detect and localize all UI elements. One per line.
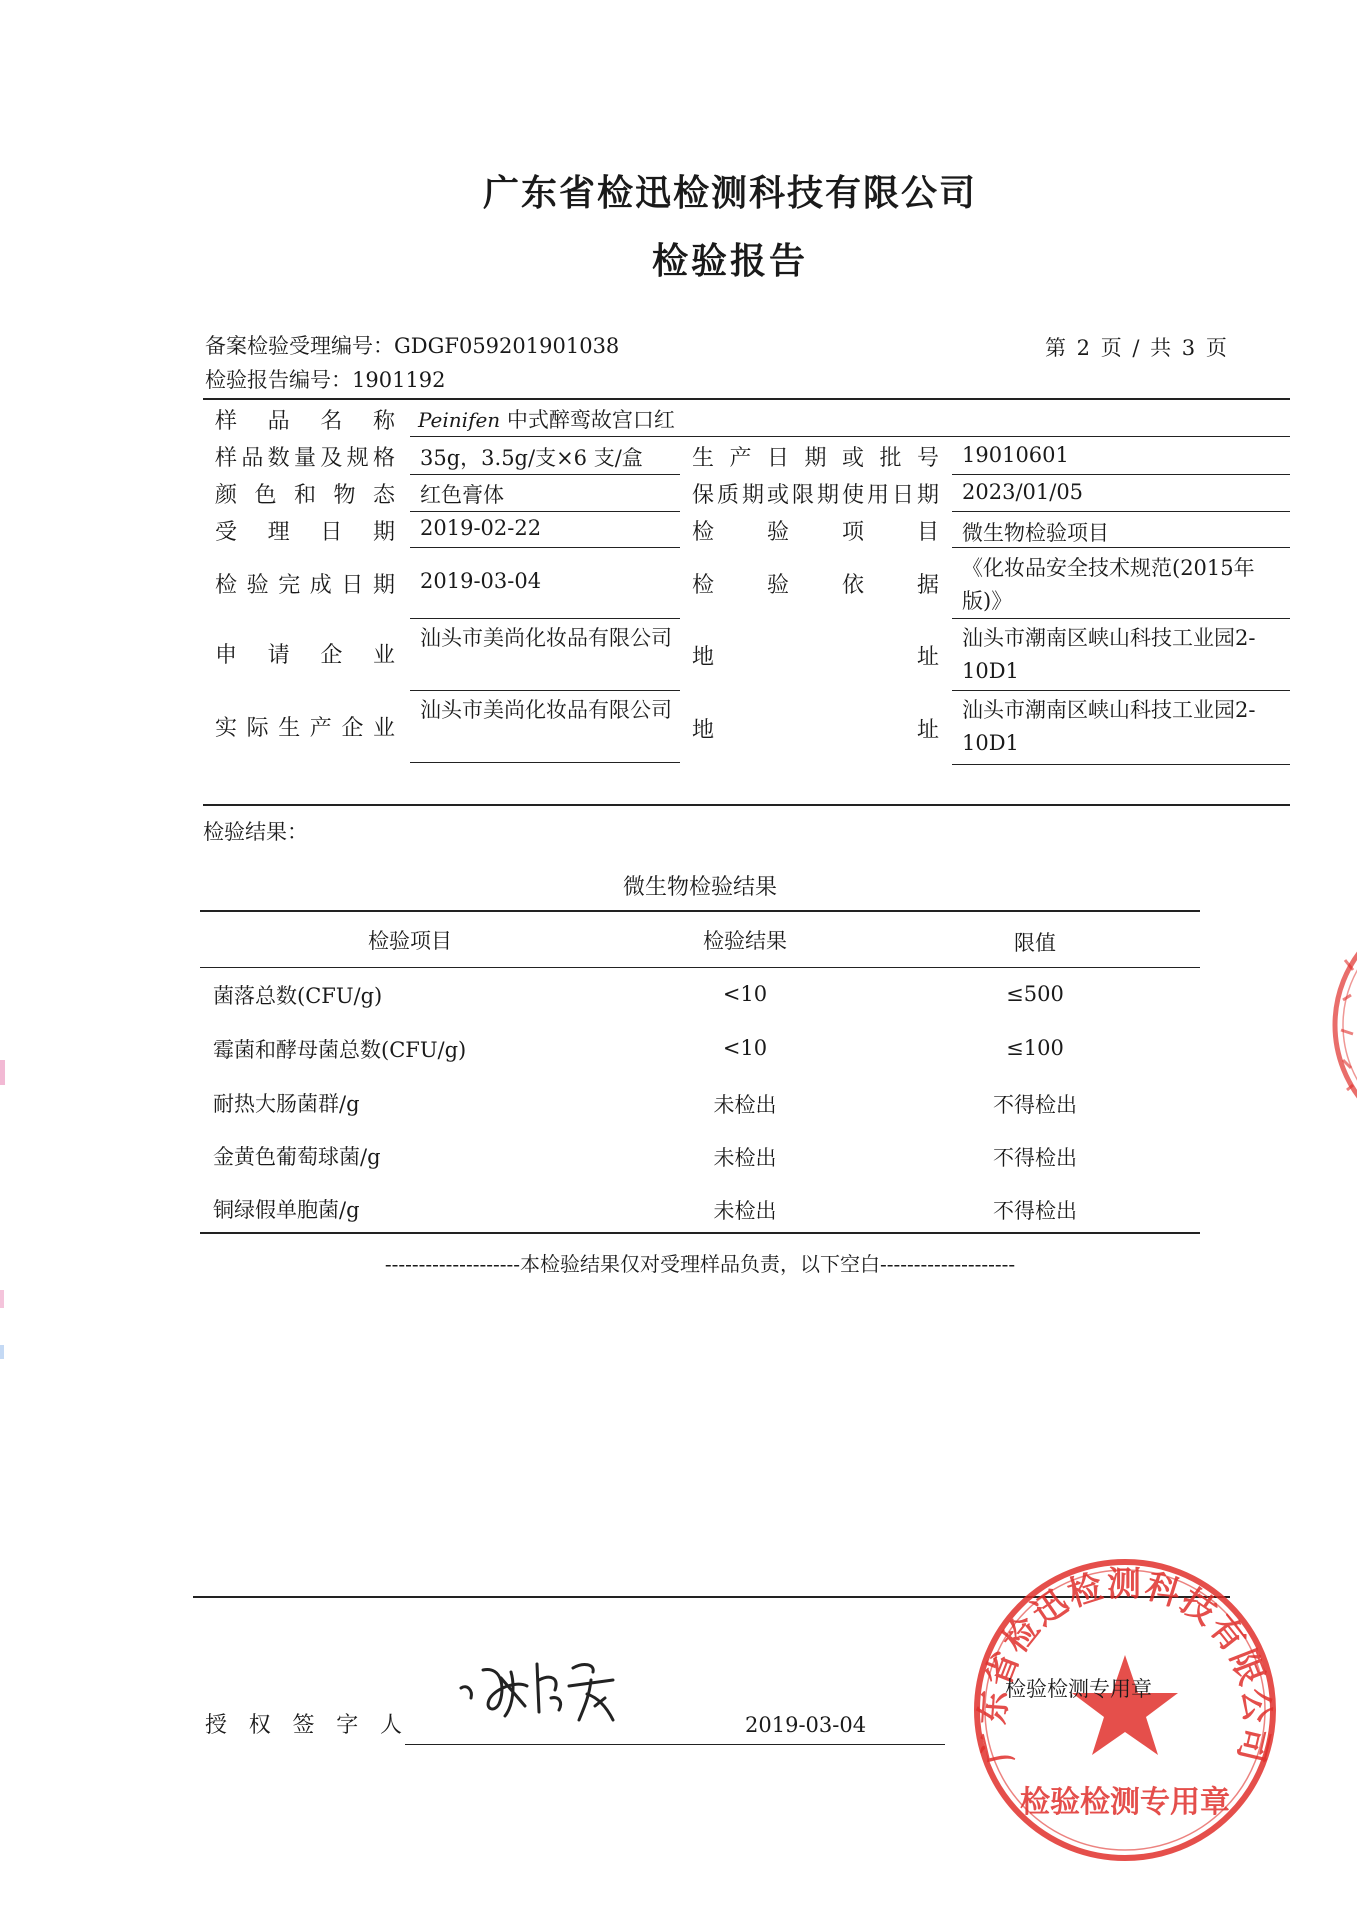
applicant-address-label: 地址 [692, 645, 939, 670]
document-title: 检验报告 [651, 241, 808, 282]
result-item-name: 铜绿假单胞菌/g [213, 1198, 360, 1222]
results-section-label: 检验结果： [203, 820, 308, 844]
scan-edge-mark [0, 1060, 5, 1085]
handwritten-signature [455, 1650, 620, 1730]
prod-date-label: 生产日期或批号 [692, 446, 939, 471]
sample-name-value [418, 404, 675, 434]
result-item-name: 菌落总数(CFU/g) [213, 984, 383, 1008]
report-number: 1901192 [352, 368, 446, 392]
official-seal [965, 1550, 1285, 1870]
result-value: <10 [722, 982, 768, 1006]
results-header-result: 检验结果 [703, 929, 787, 953]
applicant-address-value: 汕头市潮南区峡山科技工业园2-10D1 [962, 626, 1256, 683]
sample-name-label: 样品名称 [215, 409, 395, 434]
results-table-top-rule [200, 910, 1200, 912]
receive-date-value: 2019-02-22 [420, 516, 542, 540]
basis-value: 《化妆品安全技术规范(2015年版)》 [962, 556, 1255, 613]
test-item-value: 微生物检验项目 [962, 521, 1109, 545]
color-state-value: 红色膏体 [420, 483, 504, 507]
signature-line [405, 1744, 945, 1745]
info-table-top-rule [203, 398, 1290, 400]
color-state-label: 颜色和物态 [215, 483, 395, 508]
manufacturer-rule [410, 762, 680, 763]
seal-bottom-text: 检验检测专用章 [1020, 1785, 1230, 1820]
scan-edge-mark [0, 1345, 4, 1359]
finish-date-rule [410, 618, 680, 619]
result-limit: 不得检出 [993, 1146, 1077, 1170]
result-limit: 不得检出 [993, 1093, 1077, 1117]
receive-date-rule [410, 547, 680, 548]
filing-number: GDGF059201901038 [394, 334, 620, 358]
receive-date-label: 受理日期 [215, 520, 395, 545]
sample-name: 中式醉鸾故宫口红 [506, 408, 675, 432]
qty-spec-label: 样品数量及规格 [215, 446, 395, 471]
seal-star-icon [1072, 1655, 1178, 1755]
applicant-rule [410, 690, 680, 691]
manufacturer-address-value: 汕头市潮南区峡山科技工业园2-10D1 [962, 698, 1256, 755]
info-table-bottom-rule [203, 804, 1290, 806]
results-header-item: 检验项目 [368, 929, 452, 953]
sample-brand: Peinifen [418, 408, 501, 432]
prod-date-rule [952, 474, 1290, 475]
manufacturer-label: 实际生产企业 [215, 716, 395, 741]
applicant-address-rule [952, 690, 1290, 691]
company-title: 广东省检迅检测科技有限公司 [482, 173, 977, 214]
scan-edge-mark [0, 1290, 4, 1308]
result-limit: 不得检出 [993, 1199, 1077, 1223]
results-header-rule [200, 967, 1200, 968]
result-limit: ≤500 [1006, 982, 1064, 1006]
applicant-label: 申请企业 [215, 643, 395, 668]
manufacturer-address-rule [952, 764, 1290, 765]
finish-date-value: 2019-03-04 [420, 569, 542, 593]
filing-number-label: 备案检验受理编号： [205, 334, 394, 358]
finish-date-label: 检验完成日期 [215, 573, 395, 598]
filing-number-line [205, 330, 619, 360]
results-table-bottom-rule [200, 1232, 1200, 1234]
report-number-line [205, 364, 446, 394]
basis-label: 检验依据 [692, 573, 939, 598]
seal-overlay-text: 检验检测专用章 [1005, 1677, 1152, 1701]
result-value: 未检出 [713, 1093, 777, 1117]
manufacturer-address-label: 地址 [692, 718, 939, 743]
applicant-value: 汕头市美尚化妆品有限公司 [420, 626, 672, 650]
signatory-label: 授权签字人 [205, 1713, 402, 1738]
sample-name-rule [410, 436, 1290, 437]
result-value: 未检出 [713, 1199, 777, 1223]
color-state-rule [410, 511, 680, 512]
result-limit: ≤100 [1006, 1036, 1064, 1060]
manufacturer-value: 汕头市美尚化妆品有限公司 [420, 698, 672, 722]
test-item-label: 检验项目 [692, 520, 939, 545]
page-info: 第 2 页 / 共 3 页 [1045, 336, 1227, 360]
result-value: 未检出 [713, 1146, 777, 1170]
result-value: <10 [722, 1036, 768, 1060]
qty-spec-rule [410, 474, 680, 475]
results-table-title: 微生物检验结果 [622, 875, 777, 900]
qty-spec-value: 35g，3.5g/支×6 支/盒 [420, 446, 643, 470]
shelf-life-label: 保质期或限期使用日期 [692, 483, 939, 508]
prod-date-value: 19010601 [962, 443, 1069, 467]
result-item-name: 金黄色葡萄球菌/g [213, 1145, 381, 1169]
shelf-life-value: 2023/01/05 [962, 480, 1084, 504]
results-header-limit: 限值 [1014, 931, 1056, 955]
svg-text:广东省检迅检测科技有限公司: 广东省检迅检测科技有限公司 [973, 1564, 1277, 1768]
report-number-label: 检验报告编号： [205, 368, 352, 392]
result-item-name: 霉菌和酵母菌总数(CFU/g) [213, 1038, 467, 1062]
result-item-name: 耐热大肠菌群/g [213, 1092, 360, 1116]
test-item-rule [952, 547, 1290, 548]
basis-rule [952, 618, 1290, 619]
shelf-life-rule [952, 511, 1290, 512]
partial-seal-right-edge [1305, 900, 1357, 1150]
blank-below-note: --------------------本检验结果仅对受理样品负责，以下空白-------------------- [384, 1252, 1016, 1276]
signature-date: 2019-03-04 [745, 1713, 867, 1737]
